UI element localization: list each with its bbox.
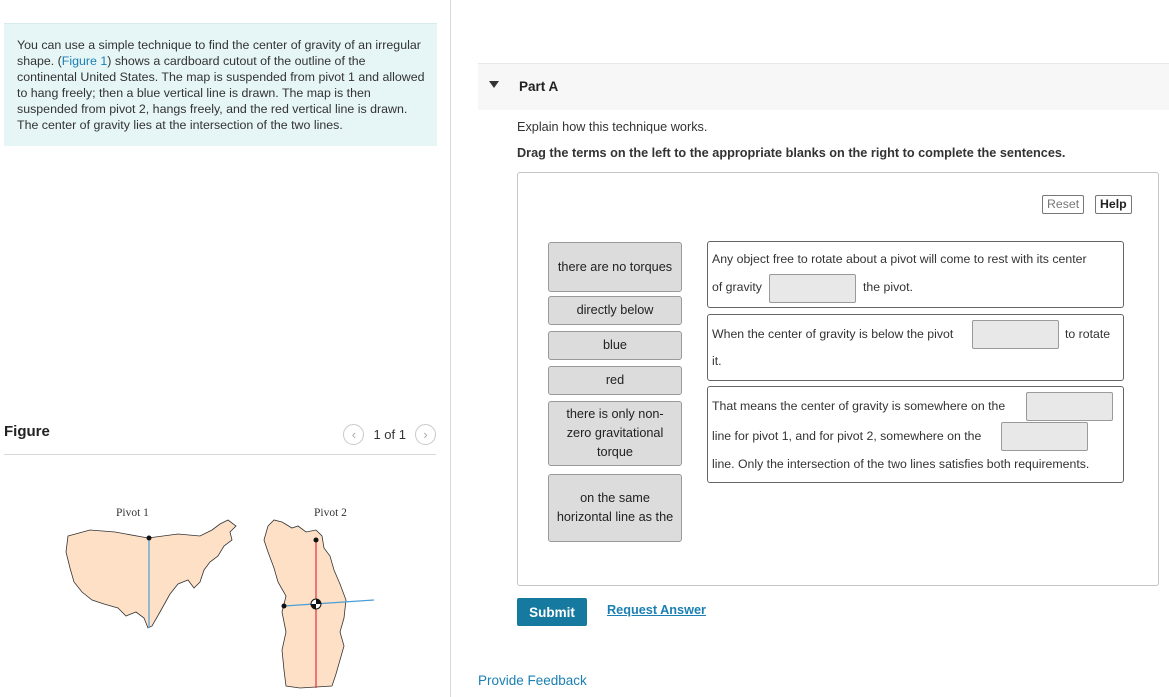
drag-drop-area (517, 172, 1159, 586)
term-red[interactable]: red (548, 366, 682, 395)
next-figure-button[interactable] (415, 424, 436, 445)
intro-text-before: You can use a simple technique to find the center of gravity of an irregular shape. ( (17, 38, 421, 68)
part-title: Part A (519, 79, 559, 94)
sentence-2 (707, 314, 1124, 381)
chevron-left-icon: ‹ (351, 427, 357, 442)
figure-page-count: 1 of 1 (373, 427, 406, 442)
drop-blank-3[interactable] (1026, 392, 1113, 421)
intro-text-after: ) shows a cardboard cutout of the outline of the continental United States. The map is suspended from pivot 1 and allowed to hang freely; then a blue vertical line is drawn. The map is then suspended from pivot 2, hangs freely, and the red vertical line is drawn. The center of gravity lies at the intersection of the two lines. (17, 53, 425, 132)
caret-down-icon (489, 81, 499, 88)
center-of-gravity-icon (311, 599, 321, 609)
term-blue[interactable]: blue (548, 331, 682, 360)
submit-button[interactable]: Submit (517, 598, 587, 626)
pivot-1-dot (147, 536, 152, 541)
sentence-3 (707, 386, 1124, 483)
help-button[interactable]: Help (1095, 195, 1132, 214)
sentence-3-part-c: line. Only the intersection of the two lines satisfies both requirements. (712, 457, 1090, 471)
us-map-figure (60, 500, 380, 690)
figure-link[interactable]: Figure 1 (61, 53, 108, 68)
sentence-3-part-b: line for pivot 1, and for pivot 2, somewhere on the (712, 429, 982, 443)
sentence-1 (707, 241, 1124, 308)
figure-header (4, 420, 436, 455)
drop-blank-2[interactable] (972, 320, 1059, 349)
sentence-2-part-a: When the center of gravity is below the pivot (712, 327, 954, 341)
sentence-1-part-c: the pivot. (863, 280, 913, 294)
instruction-text: Drag the terms on the left to the appropriate blanks on the right to complete the sentences. (517, 146, 1066, 160)
sentence-2-part-c: it. (712, 354, 722, 368)
drop-blank-1[interactable] (769, 274, 856, 303)
chevron-right-icon: › (423, 427, 428, 442)
term-non-zero-gravitational-torque[interactable]: there is only non-zero gravitational torque (548, 401, 682, 466)
pivot-1-dot-rotated (282, 604, 287, 609)
figure-pager (343, 424, 436, 445)
reset-button[interactable]: Reset (1042, 195, 1084, 214)
us-map-pivot-1 (66, 520, 236, 628)
prev-figure-button[interactable] (343, 424, 364, 445)
term-directly-below[interactable]: directly below (548, 296, 682, 325)
part-a-header[interactable] (478, 63, 1169, 110)
left-panel (0, 0, 451, 697)
sentence-3-part-a: That means the center of gravity is somewhere on the (712, 399, 1006, 413)
request-answer-link[interactable]: Request Answer (607, 603, 706, 617)
term-same-horizontal-line[interactable]: on the same horizontal line as the (548, 474, 682, 542)
sentence-1-part-a: Any object free to rotate about a pivot will come to rest with its center (712, 252, 1087, 266)
sentence-2-part-b: to rotate (1065, 327, 1111, 341)
pivot-2-label: Pivot 2 (314, 507, 347, 519)
figure-title: Figure (4, 423, 50, 440)
pivot-2-dot (314, 538, 319, 543)
pivot-1-label: Pivot 1 (116, 507, 149, 519)
term-there-are-no-torques[interactable]: there are no torques (548, 242, 682, 292)
problem-intro (4, 23, 437, 146)
sentence-1-part-b: of gravity (712, 280, 762, 294)
provide-feedback-link[interactable]: Provide Feedback (478, 673, 587, 688)
drop-blank-4[interactable] (1001, 422, 1088, 451)
question-prompt: Explain how this technique works. (517, 120, 708, 134)
